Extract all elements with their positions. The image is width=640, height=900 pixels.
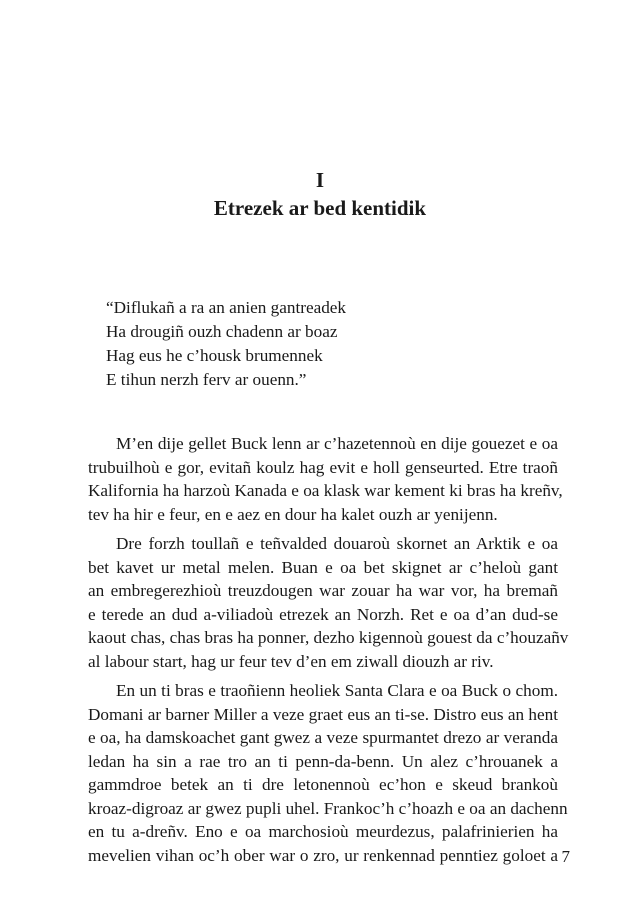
paragraph-2 (88, 532, 569, 673)
paragraph-line: tev ha hir e feur, en e aez en dour ha kalet ouzh ar yenijenn. (88, 504, 498, 524)
epigraph-line: Hag eus he c’housk brumennek (106, 346, 323, 365)
epigraph-line: Ha drougiñ ouzh chadenn ar boaz (106, 322, 338, 341)
paragraph-line: bet kavet ur metal melen. Buan e oa bet skignet ar c’heloù gant (88, 557, 558, 577)
epigraph (106, 296, 546, 392)
paragraph-line: ledan ha sin a rae tro an ti penn-da-benn. Un alez c’hrouanek a (88, 751, 558, 771)
paragraph-1 (88, 432, 563, 526)
chapter-number: I (315, 168, 325, 192)
paragraph-line: e oa, ha damskoachet gant gwez a veze spurmantet drezo ar veranda (88, 728, 558, 747)
paragraph-line: an embregerezhioù treuzdougen war zouar ha war vor, ha bremañ (88, 581, 558, 600)
epigraph-line: “Diflukañ a ra an anien gantreadek (106, 298, 347, 317)
paragraph-line: trubuilhoù e gor, evitañ koulz hag evit e holl genseurted. Etre traoñ (88, 457, 558, 477)
paragraph-line: En un ti bras e traoñienn heoliek Santa Clara e oa Buck o chom. (116, 681, 558, 700)
chapter-title: Etrezek ar bed kentidik (213, 196, 427, 220)
paragraph-line: al labour start, hag ur feur tev d’en em ziwall diouzh ar riv. (88, 651, 494, 671)
epigraph-line: E tihun nerzh ferv ar ouenn.” (106, 370, 307, 389)
paragraph-3 (88, 679, 568, 867)
paragraph-line: en tu a-dreñv. Eno e oa marchosioù meurdezus, palafrinierien ha (88, 822, 558, 841)
paragraph-line: Domani ar barner Miller a veze graet eus an ti-se. Distro eus an hent (88, 704, 558, 724)
paragraph-line: Dre forzh toullañ e teñvalded douaroù skornet an Arktik e oa (116, 534, 558, 553)
paragraph-line: kroaz-digroaz ar gwez pupli uhel. Frankoc’h c’hoazh e oa an dachenn (88, 798, 568, 818)
body-text (88, 432, 569, 873)
paragraph-line: gammdroe betek an ti dre letonennoù ec’hon e skeud brankoù (88, 775, 558, 794)
paragraph-line: kaout chas, chas bras ha ponner, dezho kigennoù gouest da c’houzañv (88, 628, 569, 647)
page-number: 7 (561, 847, 570, 866)
paragraph-line: M’en dije gellet Buck lenn ar c’hazetennoù en dije gouezet e oa (116, 434, 558, 453)
paragraph-line: Kalifornia ha harzoù Kanada e oa klask war kement ki bras ha kreñv, (88, 481, 563, 500)
paragraph-line: mevelien vihan oc’h ober war o zro, ur renkennad penntiez goloet a (88, 845, 558, 865)
paragraph-line: e terede an dud a-viliadoù etrezek an Norzh. Ret e oa d’an dud-se (88, 604, 558, 624)
